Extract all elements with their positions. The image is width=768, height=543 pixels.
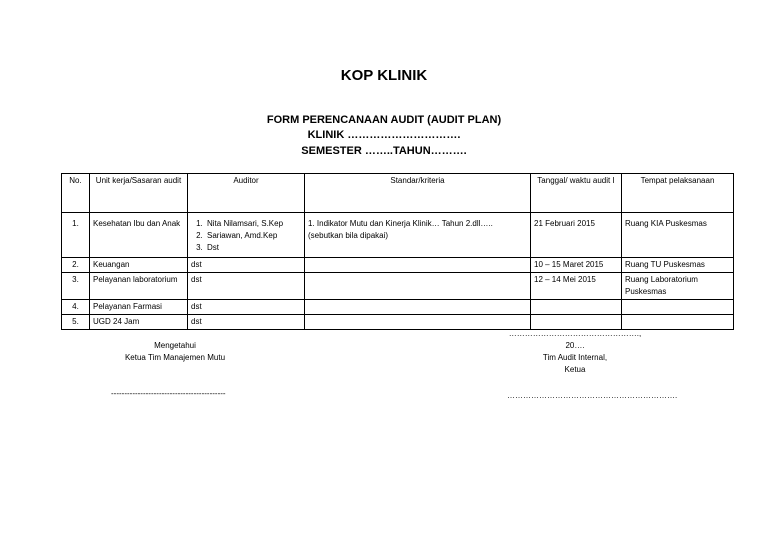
cell-no: 4. xyxy=(62,300,90,315)
cell-unit: Keuangan xyxy=(90,258,188,273)
col-header-tempat: Tempat pelaksanaan xyxy=(622,174,734,213)
cell-auditor xyxy=(188,213,305,258)
auditor-item: 1. Nita Nilamsari, S.Kep xyxy=(205,218,301,230)
cell-no: 1. xyxy=(62,213,90,258)
auditor-item: 2. Sariawan, Amd.Kep xyxy=(205,230,301,242)
cell-unit: UGD 24 Jam xyxy=(90,315,188,330)
auditor-item: 3. Dst xyxy=(205,242,301,254)
cell-auditor: dst xyxy=(188,273,305,300)
auditor-list xyxy=(191,218,301,254)
cell-no: 5. xyxy=(62,315,90,330)
signature-right-role: Ketua xyxy=(564,365,586,374)
cell-standar xyxy=(305,258,531,273)
table-row xyxy=(62,258,734,273)
signature-left-label: Mengetahui xyxy=(154,341,196,350)
cell-tanggal: 21 Februari 2015 xyxy=(531,213,622,258)
cell-standar xyxy=(305,315,531,330)
cell-tempat: Ruang Laboratorium Puskesmas xyxy=(622,273,734,300)
table-row xyxy=(62,273,734,300)
signature-left-blank: ------------------------------------------- xyxy=(111,389,226,398)
signature-left-role: Ketua Tim Manajemen Mutu xyxy=(124,353,226,362)
klinik-line: KLINIK …………………………. xyxy=(307,129,461,141)
form-title: FORM PERENCANAAN AUDIT (AUDIT PLAN) xyxy=(266,114,502,126)
cell-tempat: Ruang KIA Puskesmas xyxy=(622,213,734,258)
cell-standar: 1. Indikator Mutu dan Kinerja Klinik… Tahun 2.dll….. (sebutkan bila dipakai) xyxy=(305,213,531,258)
signature-left xyxy=(100,340,250,364)
col-header-tanggal: Tanggal/ waktu audit I xyxy=(531,174,622,213)
cell-tempat: Ruang TU Puskesmas xyxy=(622,258,734,273)
col-header-unit: Unit kerja/Sasaran audit xyxy=(90,174,188,213)
cell-no: 3. xyxy=(62,273,90,300)
signature-right-label: Tim Audit Internal, xyxy=(542,353,608,362)
table-row xyxy=(62,300,734,315)
col-header-auditor: Auditor xyxy=(188,174,305,213)
cell-unit: Pelayanan laboratorium xyxy=(90,273,188,300)
semester-line: SEMESTER ……..TAHUN………. xyxy=(301,145,467,157)
col-header-no: No. xyxy=(62,174,90,213)
cell-tanggal xyxy=(531,300,622,315)
signature-right-blank: ………………………………………………………. xyxy=(507,391,678,400)
cell-auditor: dst xyxy=(188,315,305,330)
table-row xyxy=(62,213,734,258)
cell-no: 2. xyxy=(62,258,90,273)
signature-date-line: …………………………………………., 20…. xyxy=(508,329,642,350)
cell-standar xyxy=(305,273,531,300)
cell-auditor: dst xyxy=(188,258,305,273)
col-header-standar: Standar/kriteria xyxy=(305,174,531,213)
cell-unit: Pelayanan Farmasi xyxy=(90,300,188,315)
cell-auditor: dst xyxy=(188,300,305,315)
kop-title: KOP KLINIK xyxy=(340,67,428,84)
table-header-row xyxy=(62,174,734,213)
cell-standar xyxy=(305,300,531,315)
cell-tanggal: 10 – 15 Maret 2015 xyxy=(531,258,622,273)
cell-tanggal: 12 – 14 Mei 2015 xyxy=(531,273,622,300)
cell-unit: Kesehatan Ibu dan Anak xyxy=(90,213,188,258)
cell-tempat xyxy=(622,300,734,315)
audit-plan-table xyxy=(61,173,734,330)
signature-right xyxy=(500,328,650,376)
